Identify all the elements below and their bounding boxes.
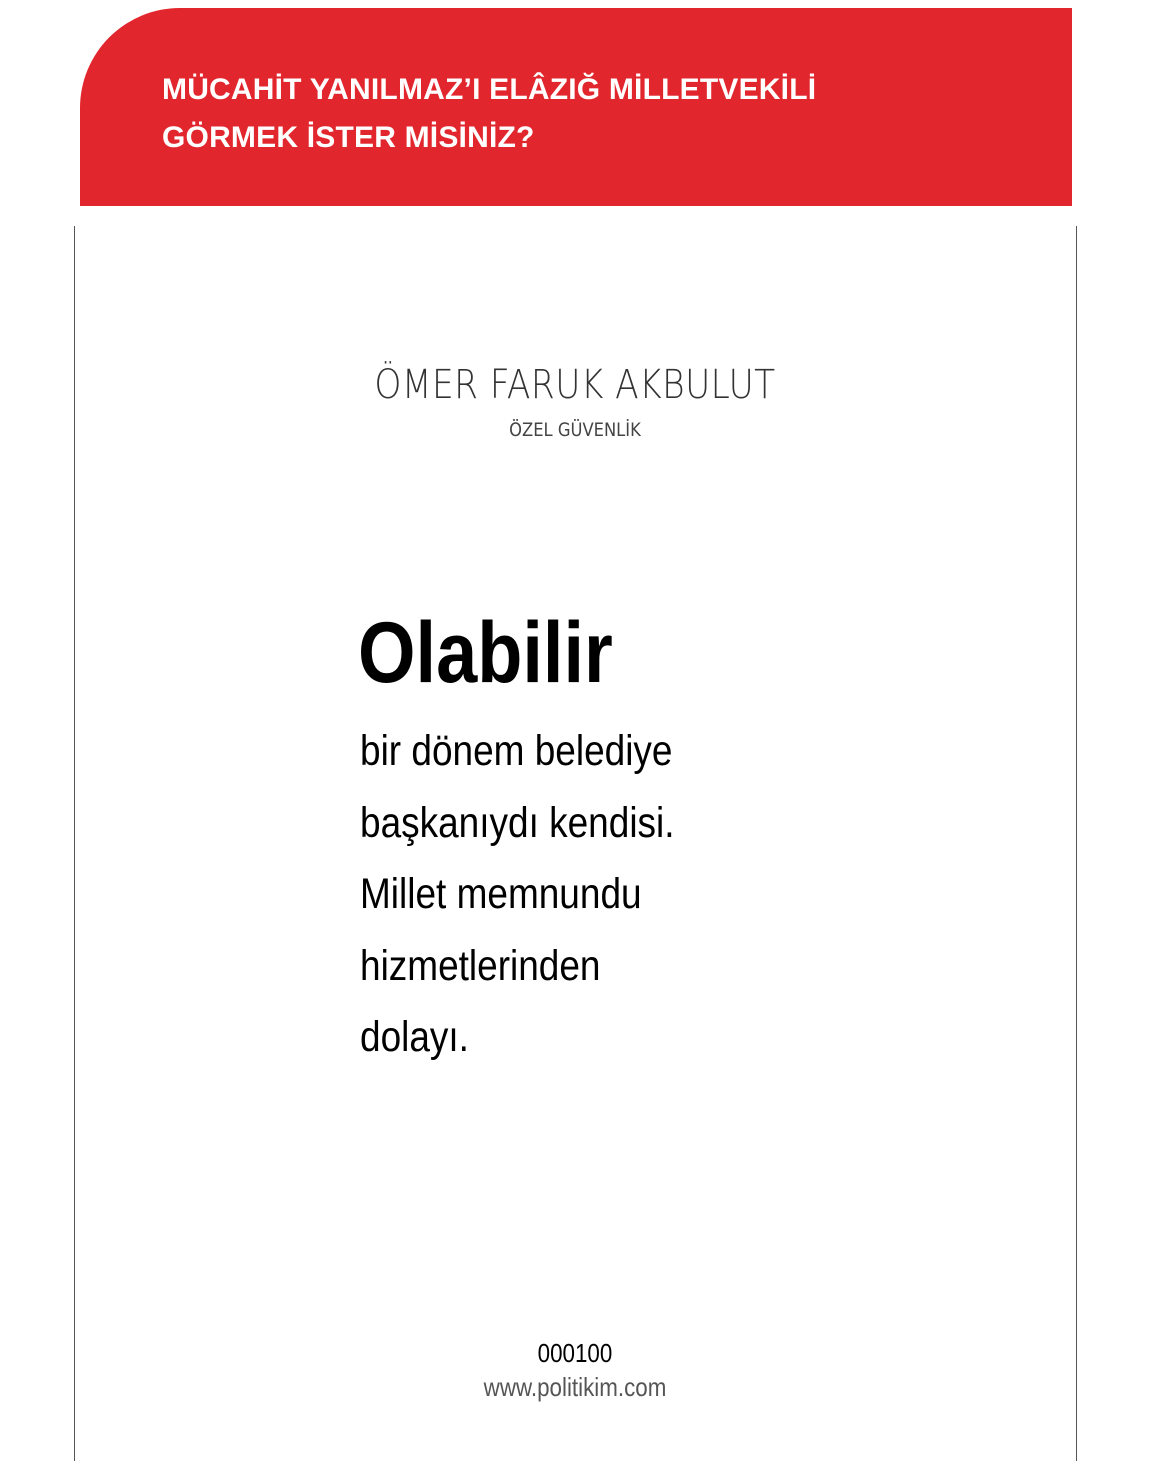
question-title-line: GÖRMEK İSTER MİSİNİZ?: [162, 121, 535, 154]
question-title: [162, 66, 1042, 162]
left-border-line: [74, 226, 75, 1461]
answer-line: bir dönem belediye: [360, 727, 673, 775]
author-role: ÖZEL GÜVENLİK: [509, 419, 641, 441]
answer-line: hizmetlerinden: [360, 941, 601, 990]
answer-headline: Olabilir: [358, 605, 613, 701]
author-name: ÖMER FARUK AKBULUT: [374, 362, 776, 408]
answer-line: dolayı.: [360, 1013, 469, 1061]
answer-line: Millet memnundu: [360, 870, 642, 918]
answer-line: başkanıydı kendisi.: [360, 798, 675, 847]
question-title-line: MÜCAHİT YANILMAZ’I ELÂZIĞ MİLLETVEKİLİ: [162, 73, 817, 106]
answer-body: [360, 716, 675, 1074]
right-border-line: [1076, 226, 1077, 1461]
document-number: 000100: [537, 1338, 613, 1368]
website-link[interactable]: www.politikim.com: [483, 1372, 667, 1402]
